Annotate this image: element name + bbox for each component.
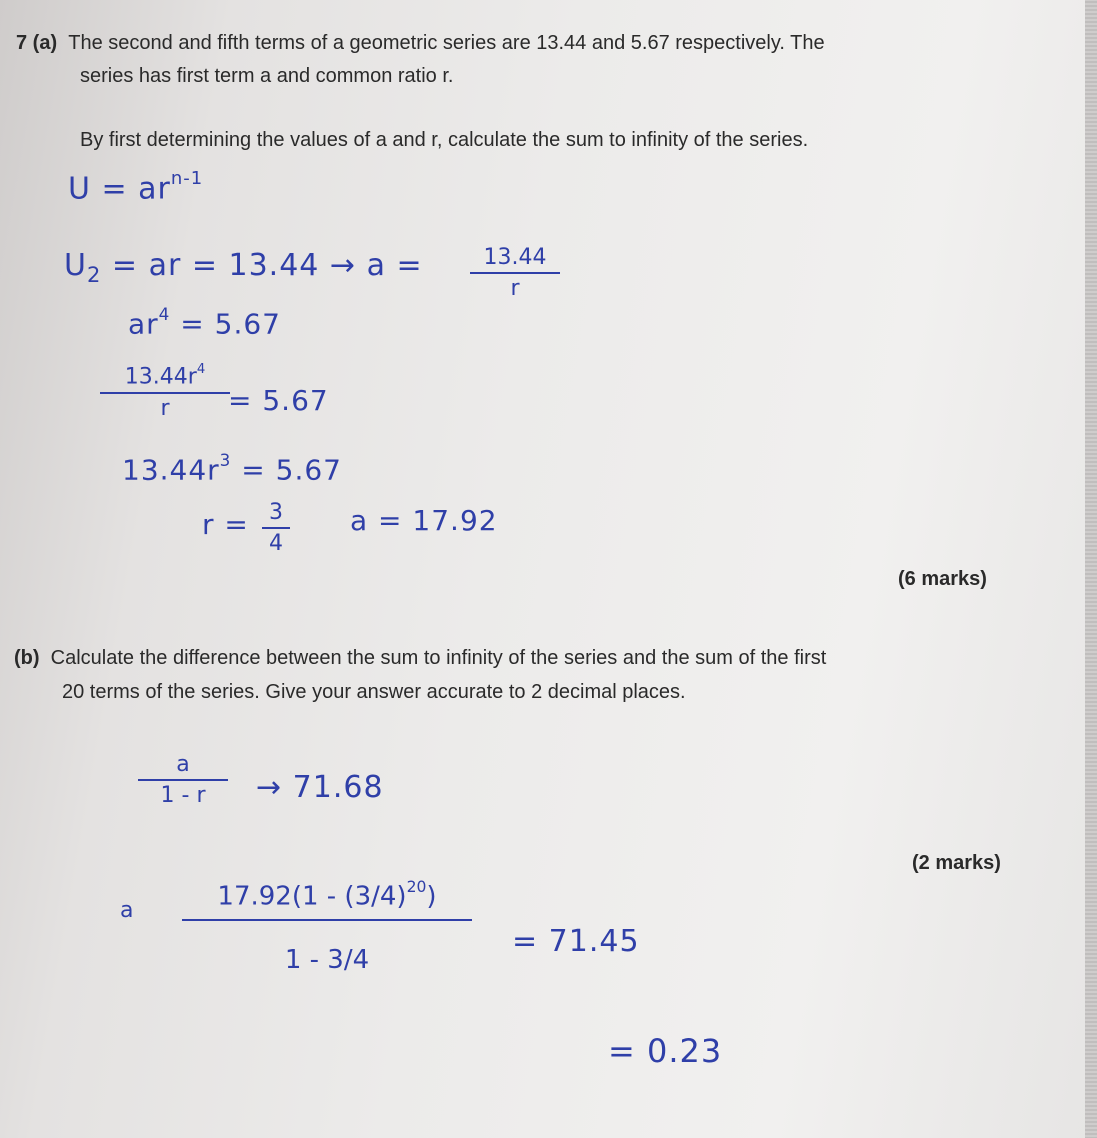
working-sum-infinity-fraction: a 1 - r	[138, 752, 228, 808]
working-a-result: a = 17.92	[350, 504, 498, 537]
question-7a-text-1: The second and fifth terms of a geometric series are 13.44 and 5.67 respectively. The	[68, 32, 825, 54]
question-7b-line1	[14, 643, 826, 673]
working-substitution-rhs: = 5.67	[228, 384, 329, 417]
working-r-lhs: r =	[202, 508, 249, 541]
working-ar4-equation: $ar^4 = 5.67$	[128, 304, 281, 341]
question-number-7a: 7 (a)	[16, 32, 58, 54]
working-r-fraction: 3 4	[262, 500, 290, 556]
working-sum-20-fraction: $17.92(1 - (3/4)^{20})$ 1 - 3/4	[182, 878, 472, 975]
marks-7b: (2 marks)	[912, 852, 1001, 874]
working-prefix: a	[120, 898, 135, 923]
working-general-term: $U = ar^{n-1}$	[68, 168, 204, 207]
working-substitution-fraction: $13.44r^4$ r	[100, 362, 230, 421]
working-sum-20-result: = 71.45	[512, 924, 640, 959]
question-7a-line1	[16, 28, 825, 58]
marks-7a: (6 marks)	[898, 568, 987, 590]
question-7b-text-1: Calculate the difference between the sum to infinity of the series and the sum of the first	[50, 647, 827, 669]
working-sum-infinity-result: → 71.68	[256, 770, 384, 805]
question-7a-text-2: series has first term a and common ratio r.	[80, 65, 454, 87]
question-number-7b: (b)	[14, 647, 40, 669]
working-u2-equation: $U_2$ = ar = 13.44 → a =	[64, 248, 423, 287]
question-7a-text-3: By first determining the values of a and r, calculate the sum to infinity of the series.	[80, 129, 809, 151]
working-difference-result: = 0.23	[608, 1032, 723, 1070]
working-a-fraction: 13.44 r	[470, 245, 560, 301]
working-cubic-equation: $13.44r^3 = 5.67$	[122, 450, 342, 487]
question-7b-text-2: 20 terms of the series. Give your answer accurate to 2 decimal places.	[62, 681, 686, 703]
paper-edge	[1085, 0, 1097, 1138]
